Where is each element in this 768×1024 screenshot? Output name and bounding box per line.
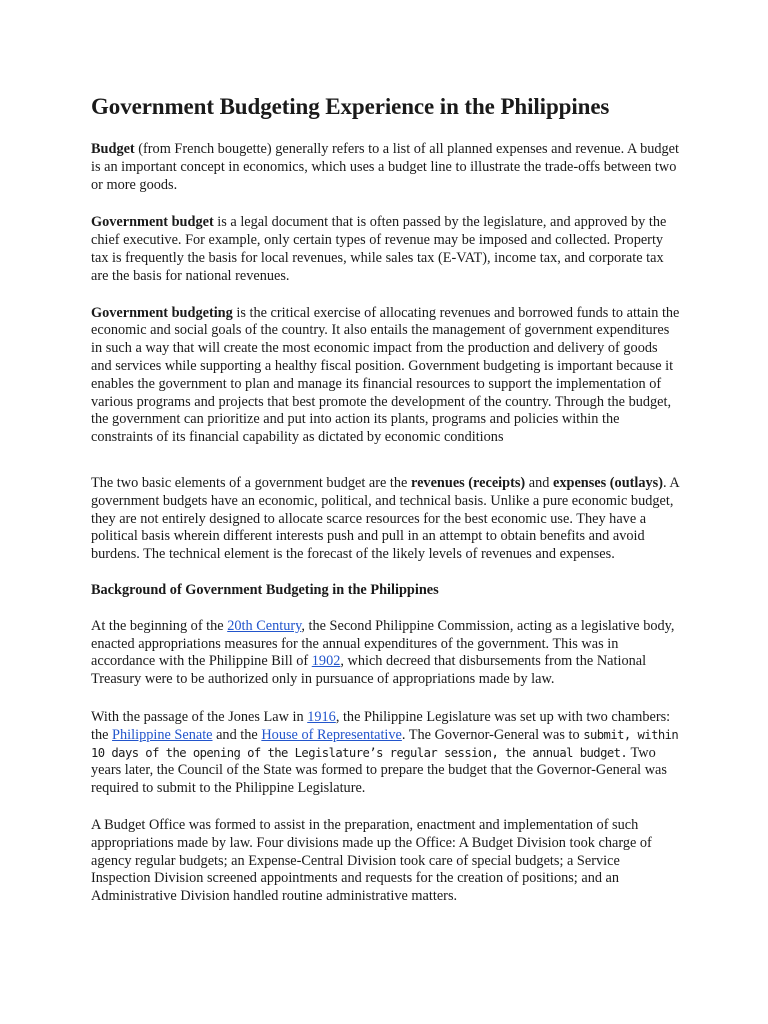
term-government-budget: Government budget	[91, 214, 214, 231]
term-revenues: revenues (receipts)	[410, 474, 526, 491]
section-heading-text: Background of Government Budgeting in the Philippines	[91, 581, 439, 598]
paragraph-text: . The Governor-General was to	[401, 726, 584, 743]
paragraph-text-monospace: submit, within 10 days of the opening of the Legislature’s regular session, the annual budget.	[91, 727, 679, 760]
term-government-budgeting: Government budgeting	[91, 304, 233, 321]
paragraph-budget-elements	[91, 475, 681, 564]
paragraph-budget-office: A Budget Office was formed to assist in the preparation, enactment and implementation of such appropriations made by law. Four divisions made up the Office: A Budget Division took charge of agency regular budgets; an Expense-Central Division took care of special budgets; a Service Inspection Division screened appointments and requests for the creation of positions; and an Administrative Division handled routine administrative matters.	[91, 816, 652, 905]
paragraph-jones-law	[91, 709, 681, 798]
paragraph-text: is the critical exercise of allocating revenues and borrowed funds to attain the economic and social goals of the country. It also entails the management of government expenditures in such a way that will create the most economic impact from the production and delivery of goods and services while supporting a healthy fiscal position. Government budgeting is important because it enables the government to plan and manage its financial resources to support the implementation of various programs and projects that best promote the development of the country. Through the budget, the government can prioritize and put into action its plants, programs and policies within the constraints of its financial capability as dictated by economic conditions	[91, 304, 680, 446]
paragraph-text: , which decreed that disbursements from the National Treasury were to be authorized only in pursuance of appropriations made by law.	[91, 653, 647, 688]
paragraph-budget-definition	[91, 141, 681, 194]
paragraph-text: At the beginning of the	[91, 617, 228, 634]
link-20th-century[interactable]: 20th Century	[227, 617, 302, 634]
paragraph-text: is a legal document that is often passed by the legislature, and approved by the chief executive. For example, only certain types of revenue may be imposed and collected. Property tax is frequently the basis for local revenues, while sales tax (E-VAT), income tax, and corporate tax are the basis for national revenues.	[91, 214, 667, 284]
term-budget: Budget	[91, 141, 135, 157]
section-heading-background	[91, 582, 681, 600]
paragraph-government-budgeting	[91, 305, 681, 447]
page-title: Government Budgeting Experience in the Philippines	[91, 94, 610, 119]
link-house-of-representative[interactable]: House of Representative	[261, 726, 402, 743]
document-page	[91, 0, 681, 906]
term-expenses: expenses (outlays)	[553, 474, 664, 491]
link-1902[interactable]: 1902	[311, 653, 341, 670]
paragraph-government-budget	[91, 214, 681, 285]
paragraph-text: Two years later, the Council of the State was formed to prepare the budget that the Governor-General was required to submit to the Philippine Legislature.	[91, 744, 667, 797]
link-1916[interactable]: 1916	[307, 708, 336, 725]
paragraph-text: (from French bougette) generally refers to a list of all planned expenses and revenue. A budget is an important concept in economics, which uses a budget line to illustrate the trade-offs between two or more goods.	[91, 141, 679, 193]
paragraph-20th-century	[91, 618, 681, 689]
paragraph-text: and the	[212, 726, 262, 743]
paragraph-text: With the passage of the Jones Law in	[91, 708, 308, 725]
paragraph-text: , the Philippine Legislature was set up with two chambers: the	[91, 708, 671, 743]
paragraph-text: , the Second Philippine Commission, acting as a legislative body, enacted appropriations measures for the annual expenditures of the government. This was in accordance with the Philippine Bill of	[91, 617, 675, 670]
paragraph-text: and	[525, 474, 553, 491]
link-philippine-senate[interactable]: Philippine Senate	[112, 726, 213, 743]
paragraph-text: . A government budgets have an economic, political, and technical basis. Unlike a pure economic budget, they are not entirely designed to allocate scarce resources for the best economic use. They have a political basis wherein different interests push and pull in an attempt to obtain benefits and avoid burdens. The technical element is the forecast of the likely levels of revenues and expenses.	[91, 474, 679, 563]
paragraph-text: The two basic elements of a government budget are the	[91, 474, 411, 491]
